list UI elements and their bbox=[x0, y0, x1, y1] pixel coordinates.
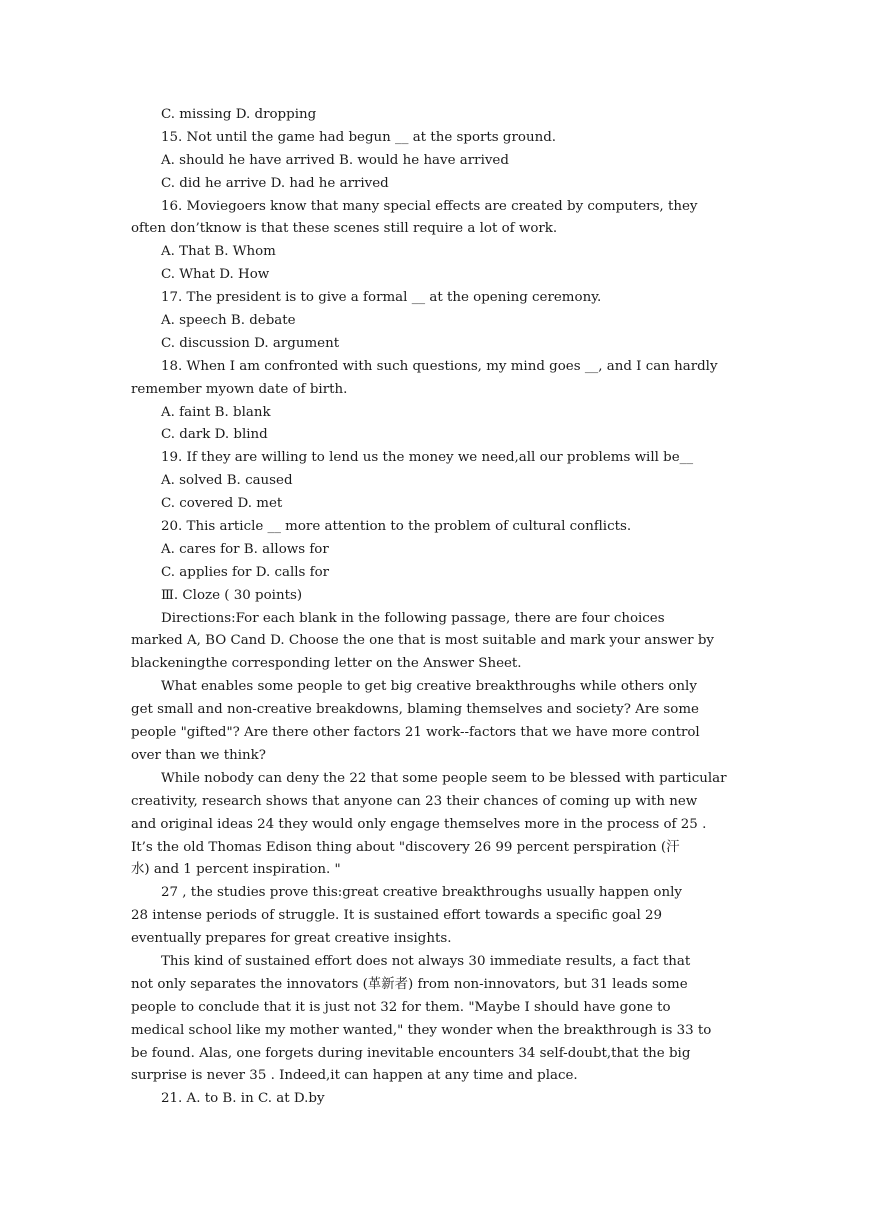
q21-options: 21. A. to B. in C. at D.by bbox=[161, 1091, 325, 1107]
q17-options-cd: C. discussion D. argument bbox=[161, 335, 340, 351]
passage-p3-line2: 28 intense periods of struggle. It is sustained effort towards a specific goal 29 bbox=[131, 908, 663, 924]
directions-line1: Directions:For each blank in the following passage, there are four choices bbox=[161, 610, 665, 626]
q18-stem-line2: remember myown date of birth. bbox=[131, 381, 348, 397]
q15-options-ab: A. should he have arrived B. would he have arrived bbox=[161, 152, 509, 168]
q14-options-cd: C. missing D. dropping bbox=[161, 107, 317, 122]
q19-stem: 19. If they are willing to lend us the money we need,all our problems will be__ bbox=[161, 450, 694, 466]
q20-stem: 20. This article __ more attention to the problem of cultural conflicts. bbox=[161, 519, 632, 535]
q15-stem: 15. Not until the game had begun __ at the sports ground. bbox=[161, 129, 557, 145]
document-page bbox=[131, 104, 737, 1111]
section-heading-cloze: Ⅲ. Cloze ( 30 points) bbox=[161, 587, 303, 603]
passage-p1-line2: get small and non-creative breakdowns, blaming themselves and society? Are some bbox=[131, 702, 699, 718]
q16-stem-line2: often don’tknow is that these scenes still require a lot of work. bbox=[131, 221, 558, 237]
q18-options-cd: C. dark D. blind bbox=[161, 427, 268, 443]
q15-options-cd: C. did he arrive D. had he arrived bbox=[161, 175, 389, 191]
q20-options-cd: C. applies for D. calls for bbox=[161, 564, 330, 580]
q16-options-ab: A. That B. Whom bbox=[161, 244, 276, 260]
passage-p4-line2: not only separates the innovators (革新者) from non-innovators, but 31 leads some bbox=[131, 976, 688, 992]
passage-p4-line6: surprise is never 35 . Indeed,it can happen at any time and place. bbox=[131, 1068, 578, 1084]
passage-p1-line1: What enables some people to get big creative breakthroughs while others only bbox=[161, 679, 697, 695]
q17-stem: 17. The president is to give a formal __ at the opening ceremony. bbox=[161, 290, 602, 306]
directions-line3: blackeningthe corresponding letter on the Answer Sheet. bbox=[131, 656, 522, 672]
passage-p2-line5: 水) and 1 percent inspiration. " bbox=[131, 862, 341, 878]
passage-p4-line3: people to conclude that it is just not 32 for them. "Maybe I should have gone to bbox=[131, 999, 671, 1015]
directions-line2: marked A, BO Cand D. Choose the one that is most suitable and mark your answer by bbox=[131, 633, 714, 649]
q16-options-cd: C. What D. How bbox=[161, 267, 270, 283]
passage-p4-line1: This kind of sustained effort does not always 30 immediate results, a fact that bbox=[161, 953, 691, 969]
q19-options-ab: A. solved B. caused bbox=[161, 473, 293, 489]
passage-p1-line3: people "gifted"? Are there other factors 21 work--factors that we have more control bbox=[131, 725, 700, 741]
q20-options-ab: A. cares for B. allows for bbox=[161, 541, 329, 557]
passage-p4-line4: medical school like my mother wanted," they wonder when the breakthrough is 33 to bbox=[131, 1022, 712, 1038]
passage-p2-line1: While nobody can deny the 22 that some people seem to be blessed with particular bbox=[161, 770, 727, 786]
passage-p1-line4: over than we think? bbox=[131, 747, 266, 763]
passage-p2-line4: It’s the old Thomas Edison thing about "discovery 26 99 percent perspiration (汗 bbox=[131, 839, 680, 855]
passage-p3-line3: eventually prepares for great creative insights. bbox=[131, 931, 452, 947]
q17-options-ab: A. speech B. debate bbox=[161, 313, 296, 329]
q16-stem-line1: 16. Moviegoers know that many special effects are created by computers, they bbox=[161, 198, 698, 214]
passage-p3-line1: 27 , the studies prove this:great creative breakthroughs usually happen only bbox=[161, 885, 682, 901]
passage-p2-line3: and original ideas 24 they would only engage themselves more in the process of 25 . bbox=[131, 816, 707, 832]
q19-options-cd: C. covered D. met bbox=[161, 496, 283, 512]
passage-p4-line5: be found. Alas, one forgets during inevitable encounters 34 self-doubt,that the big bbox=[131, 1045, 691, 1061]
passage-p2-line2: creativity, research shows that anyone can 23 their chances of coming up with new bbox=[131, 793, 698, 809]
q18-stem-line1: 18. When I am confronted with such questions, my mind goes __, and I can hardly bbox=[161, 358, 718, 374]
q18-options-ab: A. faint B. blank bbox=[161, 404, 271, 420]
